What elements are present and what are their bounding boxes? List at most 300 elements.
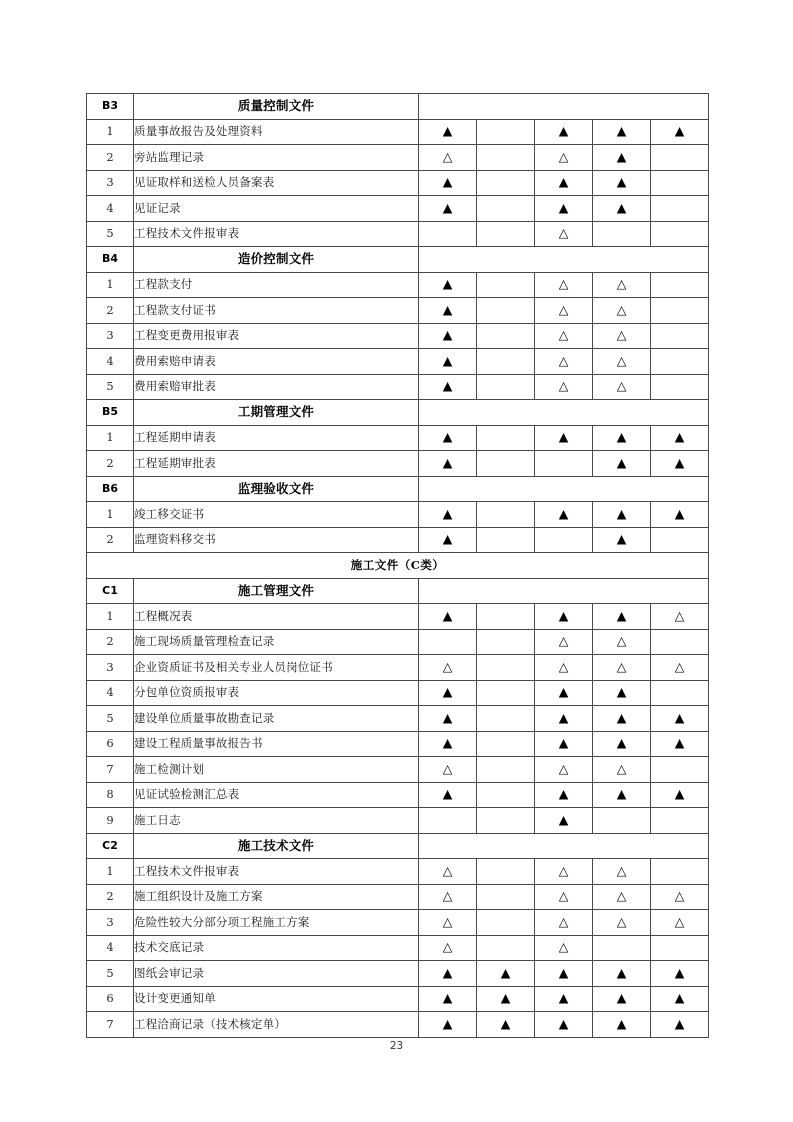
mark-cell <box>651 706 709 732</box>
mark-cell <box>593 808 651 834</box>
mark-cell <box>419 170 477 196</box>
mark-cell <box>477 808 535 834</box>
document-name: 竣工移交证书 <box>134 502 419 528</box>
filled-triangle-icon: ▲ <box>616 531 627 547</box>
row-number: 5 <box>87 221 134 247</box>
document-name: 工程延期审批表 <box>134 451 419 477</box>
filled-triangle-icon: ▲ <box>442 607 453 623</box>
hollow-triangle-icon: △ <box>558 225 569 241</box>
row-number: 1 <box>87 502 134 528</box>
table-row <box>87 910 709 936</box>
mark-cell <box>535 935 593 961</box>
filled-triangle-icon: ▲ <box>616 148 627 164</box>
filled-triangle-icon: ▲ <box>674 505 685 521</box>
mark-cell <box>419 757 477 783</box>
row-number: 1 <box>87 604 134 630</box>
hollow-triangle-icon: △ <box>442 760 453 776</box>
mark-cell <box>593 986 651 1012</box>
filled-triangle-icon: ▲ <box>442 735 453 751</box>
mark-cell <box>651 655 709 681</box>
mark-cell <box>651 1012 709 1038</box>
document-name: 工程技术文件报审表 <box>134 859 419 885</box>
group-code: B3 <box>87 94 134 120</box>
filled-triangle-icon: ▲ <box>558 811 569 827</box>
hollow-triangle-icon: △ <box>558 301 569 317</box>
mark-cell <box>477 196 535 222</box>
mark-cell <box>593 782 651 808</box>
mark-cell <box>535 629 593 655</box>
mark-cell <box>477 655 535 681</box>
mark-cell <box>419 272 477 298</box>
filled-triangle-icon: ▲ <box>558 684 569 700</box>
row-number: 3 <box>87 655 134 681</box>
mark-cell <box>419 323 477 349</box>
filled-triangle-icon: ▲ <box>442 990 453 1006</box>
table-row <box>87 655 709 681</box>
row-number: 1 <box>87 119 134 145</box>
row-number: 1 <box>87 425 134 451</box>
hollow-triangle-icon: △ <box>616 658 627 674</box>
mark-cell <box>535 884 593 910</box>
filled-triangle-icon: ▲ <box>500 964 511 980</box>
mark-cell <box>477 1012 535 1038</box>
mark-cell <box>419 349 477 375</box>
mark-cell <box>419 119 477 145</box>
filled-triangle-icon: ▲ <box>442 378 453 394</box>
table-row <box>87 884 709 910</box>
filled-triangle-icon: ▲ <box>442 786 453 802</box>
row-number: 2 <box>87 527 134 553</box>
filled-triangle-icon: ▲ <box>558 607 569 623</box>
hollow-triangle-icon: △ <box>558 862 569 878</box>
hollow-triangle-icon: △ <box>442 862 453 878</box>
group-header-row <box>87 94 709 120</box>
hollow-triangle-icon: △ <box>558 633 569 649</box>
group-header-blank <box>419 578 709 604</box>
mark-cell <box>535 757 593 783</box>
mark-cell <box>593 272 651 298</box>
mark-cell <box>535 170 593 196</box>
row-number: 6 <box>87 986 134 1012</box>
mark-cell <box>651 374 709 400</box>
filled-triangle-icon: ▲ <box>616 990 627 1006</box>
row-number: 6 <box>87 731 134 757</box>
mark-cell <box>651 961 709 987</box>
mark-cell <box>535 425 593 451</box>
hollow-triangle-icon: △ <box>616 862 627 878</box>
hollow-triangle-icon: △ <box>558 378 569 394</box>
hollow-triangle-icon: △ <box>616 760 627 776</box>
document-name: 建设单位质量事故勘查记录 <box>134 706 419 732</box>
table-row <box>87 145 709 171</box>
mark-cell <box>651 986 709 1012</box>
group-title: 工期管理文件 <box>134 400 419 426</box>
filled-triangle-icon: ▲ <box>442 429 453 445</box>
filled-triangle-icon: ▲ <box>616 123 627 139</box>
hollow-triangle-icon: △ <box>442 888 453 904</box>
mark-cell <box>535 527 593 553</box>
mark-cell <box>651 451 709 477</box>
mark-cell <box>651 680 709 706</box>
mark-cell <box>651 731 709 757</box>
document-name: 见证试验检测汇总表 <box>134 782 419 808</box>
mark-cell <box>535 731 593 757</box>
mark-cell <box>535 196 593 222</box>
row-number: 2 <box>87 145 134 171</box>
group-title: 造价控制文件 <box>134 247 419 273</box>
filled-triangle-icon: ▲ <box>674 429 685 445</box>
group-code: C2 <box>87 833 134 859</box>
table-row <box>87 298 709 324</box>
filled-triangle-icon: ▲ <box>616 786 627 802</box>
document-name: 工程技术文件报审表 <box>134 221 419 247</box>
mark-cell <box>593 374 651 400</box>
row-number: 9 <box>87 808 134 834</box>
filled-triangle-icon: ▲ <box>558 505 569 521</box>
mark-cell <box>593 731 651 757</box>
mark-cell <box>593 527 651 553</box>
filled-triangle-icon: ▲ <box>500 1015 511 1031</box>
mark-cell <box>419 859 477 885</box>
hollow-triangle-icon: △ <box>558 913 569 929</box>
mark-cell <box>651 757 709 783</box>
mark-cell <box>593 221 651 247</box>
mark-cell <box>651 349 709 375</box>
mark-cell <box>477 425 535 451</box>
row-number: 5 <box>87 706 134 732</box>
row-number: 2 <box>87 629 134 655</box>
mark-cell <box>593 1012 651 1038</box>
document-name: 施工日志 <box>134 808 419 834</box>
filled-triangle-icon: ▲ <box>442 174 453 190</box>
filled-triangle-icon: ▲ <box>442 1015 453 1031</box>
group-code: B6 <box>87 476 134 502</box>
filled-triangle-icon: ▲ <box>500 990 511 1006</box>
filled-triangle-icon: ▲ <box>558 174 569 190</box>
mark-cell <box>651 629 709 655</box>
mark-cell <box>593 298 651 324</box>
filled-triangle-icon: ▲ <box>558 709 569 725</box>
mark-cell <box>419 910 477 936</box>
mark-cell <box>535 706 593 732</box>
filled-triangle-icon: ▲ <box>442 964 453 980</box>
hollow-triangle-icon: △ <box>616 352 627 368</box>
mark-cell <box>593 859 651 885</box>
table-row <box>87 119 709 145</box>
filled-triangle-icon: ▲ <box>674 735 685 751</box>
mark-cell <box>477 349 535 375</box>
document-name: 建设工程质量事故报告书 <box>134 731 419 757</box>
filled-triangle-icon: ▲ <box>558 123 569 139</box>
mark-cell <box>593 706 651 732</box>
mark-cell <box>419 1012 477 1038</box>
group-header-row <box>87 833 709 859</box>
section-banner: 施工文件（C类） <box>87 553 709 579</box>
table-row <box>87 757 709 783</box>
filled-triangle-icon: ▲ <box>442 684 453 700</box>
mark-cell <box>651 272 709 298</box>
filled-triangle-icon: ▲ <box>442 276 453 292</box>
mark-cell <box>477 706 535 732</box>
group-header-blank <box>419 94 709 120</box>
mark-cell <box>477 145 535 171</box>
mark-cell <box>593 884 651 910</box>
group-code: B4 <box>87 247 134 273</box>
mark-cell <box>477 629 535 655</box>
mark-cell <box>651 604 709 630</box>
mark-cell <box>593 451 651 477</box>
filled-triangle-icon: ▲ <box>558 429 569 445</box>
hollow-triangle-icon: △ <box>442 658 453 674</box>
hollow-triangle-icon: △ <box>442 913 453 929</box>
mark-cell <box>477 451 535 477</box>
document-name: 危险性较大分部分项工程施工方案 <box>134 910 419 936</box>
filled-triangle-icon: ▲ <box>674 709 685 725</box>
group-header-row <box>87 578 709 604</box>
section-banner-row <box>87 553 709 579</box>
filled-triangle-icon: ▲ <box>442 531 453 547</box>
table-row <box>87 272 709 298</box>
mark-cell <box>419 731 477 757</box>
filled-triangle-icon: ▲ <box>674 990 685 1006</box>
document-name: 施工检测计划 <box>134 757 419 783</box>
group-title: 施工技术文件 <box>134 833 419 859</box>
row-number: 4 <box>87 196 134 222</box>
hollow-triangle-icon: △ <box>616 276 627 292</box>
mark-cell <box>535 986 593 1012</box>
table-row <box>87 935 709 961</box>
document-name: 质量事故报告及处理资料 <box>134 119 419 145</box>
mark-cell <box>651 323 709 349</box>
mark-cell <box>477 884 535 910</box>
group-header-row <box>87 247 709 273</box>
filled-triangle-icon: ▲ <box>558 964 569 980</box>
document-name: 工程变更费用报审表 <box>134 323 419 349</box>
hollow-triangle-icon: △ <box>558 760 569 776</box>
filled-triangle-icon: ▲ <box>616 709 627 725</box>
mark-cell <box>535 349 593 375</box>
row-number: 7 <box>87 757 134 783</box>
mark-cell <box>419 145 477 171</box>
mark-cell <box>593 349 651 375</box>
filled-triangle-icon: ▲ <box>674 786 685 802</box>
table-row <box>87 502 709 528</box>
mark-cell <box>477 527 535 553</box>
mark-cell <box>419 298 477 324</box>
mark-cell <box>651 425 709 451</box>
mark-cell <box>477 119 535 145</box>
hollow-triangle-icon: △ <box>558 888 569 904</box>
hollow-triangle-icon: △ <box>674 658 685 674</box>
mark-cell <box>535 910 593 936</box>
hollow-triangle-icon: △ <box>558 276 569 292</box>
filled-triangle-icon: ▲ <box>616 199 627 215</box>
mark-cell <box>535 961 593 987</box>
mark-cell <box>593 323 651 349</box>
archive-documents-table <box>86 93 709 1038</box>
filled-triangle-icon: ▲ <box>442 199 453 215</box>
table-row <box>87 629 709 655</box>
hollow-triangle-icon: △ <box>558 939 569 955</box>
hollow-triangle-icon: △ <box>558 658 569 674</box>
mark-cell <box>419 425 477 451</box>
filled-triangle-icon: ▲ <box>674 123 685 139</box>
mark-cell <box>419 884 477 910</box>
mark-cell <box>651 884 709 910</box>
document-name: 工程洽商记录（技术核定单） <box>134 1012 419 1038</box>
mark-cell <box>651 527 709 553</box>
mark-cell <box>593 196 651 222</box>
mark-cell <box>535 604 593 630</box>
mark-cell <box>419 961 477 987</box>
filled-triangle-icon: ▲ <box>442 327 453 343</box>
document-name: 旁站监理记录 <box>134 145 419 171</box>
mark-cell <box>535 221 593 247</box>
mark-cell <box>535 808 593 834</box>
mark-cell <box>535 502 593 528</box>
table-row <box>87 706 709 732</box>
mark-cell <box>419 629 477 655</box>
mark-cell <box>593 119 651 145</box>
table-row <box>87 170 709 196</box>
filled-triangle-icon: ▲ <box>616 607 627 623</box>
document-name: 见证取样和送检人员备案表 <box>134 170 419 196</box>
group-code: C1 <box>87 578 134 604</box>
mark-cell <box>419 986 477 1012</box>
hollow-triangle-icon: △ <box>558 352 569 368</box>
table-row <box>87 1012 709 1038</box>
mark-cell <box>477 910 535 936</box>
mark-cell <box>593 910 651 936</box>
document-name: 施工现场质量管理检查记录 <box>134 629 419 655</box>
mark-cell <box>651 298 709 324</box>
hollow-triangle-icon: △ <box>616 301 627 317</box>
filled-triangle-icon: ▲ <box>558 786 569 802</box>
hollow-triangle-icon: △ <box>674 607 685 623</box>
document-name: 分包单位资质报审表 <box>134 680 419 706</box>
hollow-triangle-icon: △ <box>674 913 685 929</box>
table-row <box>87 680 709 706</box>
mark-cell <box>651 935 709 961</box>
document-name: 工程款支付证书 <box>134 298 419 324</box>
hollow-triangle-icon: △ <box>674 888 685 904</box>
hollow-triangle-icon: △ <box>558 327 569 343</box>
filled-triangle-icon: ▲ <box>616 429 627 445</box>
mark-cell <box>593 425 651 451</box>
mark-cell <box>419 706 477 732</box>
row-number: 4 <box>87 349 134 375</box>
group-title: 施工管理文件 <box>134 578 419 604</box>
table-row <box>87 425 709 451</box>
document-name: 企业资质证书及相关专业人员岗位证书 <box>134 655 419 681</box>
hollow-triangle-icon: △ <box>616 913 627 929</box>
row-number: 2 <box>87 884 134 910</box>
group-header-blank <box>419 833 709 859</box>
filled-triangle-icon: ▲ <box>558 199 569 215</box>
mark-cell <box>419 451 477 477</box>
mark-cell <box>477 604 535 630</box>
mark-cell <box>593 145 651 171</box>
mark-cell <box>477 986 535 1012</box>
document-name: 费用索赔申请表 <box>134 349 419 375</box>
group-header-row <box>87 476 709 502</box>
filled-triangle-icon: ▲ <box>674 454 685 470</box>
mark-cell <box>651 145 709 171</box>
mark-cell <box>419 604 477 630</box>
row-number: 5 <box>87 374 134 400</box>
mark-cell <box>593 170 651 196</box>
mark-cell <box>593 629 651 655</box>
table-row <box>87 782 709 808</box>
group-header-row <box>87 400 709 426</box>
filled-triangle-icon: ▲ <box>616 964 627 980</box>
table-row <box>87 808 709 834</box>
row-number: 1 <box>87 272 134 298</box>
mark-cell <box>419 374 477 400</box>
document-name: 工程款支付 <box>134 272 419 298</box>
mark-cell <box>593 757 651 783</box>
mark-cell <box>477 961 535 987</box>
filled-triangle-icon: ▲ <box>674 964 685 980</box>
filled-triangle-icon: ▲ <box>442 709 453 725</box>
mark-cell <box>593 935 651 961</box>
table-row <box>87 859 709 885</box>
mark-cell <box>593 961 651 987</box>
document-name: 设计变更通知单 <box>134 986 419 1012</box>
row-number: 8 <box>87 782 134 808</box>
row-number: 1 <box>87 859 134 885</box>
table-row <box>87 986 709 1012</box>
filled-triangle-icon: ▲ <box>442 454 453 470</box>
filled-triangle-icon: ▲ <box>616 684 627 700</box>
mark-cell <box>535 272 593 298</box>
mark-cell <box>535 374 593 400</box>
mark-cell <box>535 119 593 145</box>
mark-cell <box>477 782 535 808</box>
filled-triangle-icon: ▲ <box>558 990 569 1006</box>
group-header-blank <box>419 476 709 502</box>
table-row <box>87 349 709 375</box>
mark-cell <box>419 221 477 247</box>
document-name: 费用索赔审批表 <box>134 374 419 400</box>
mark-cell <box>593 655 651 681</box>
mark-cell <box>477 859 535 885</box>
page-number: 23 <box>389 1040 404 1052</box>
filled-triangle-icon: ▲ <box>616 454 627 470</box>
mark-cell <box>535 680 593 706</box>
mark-cell <box>535 859 593 885</box>
mark-cell <box>651 808 709 834</box>
mark-cell <box>419 935 477 961</box>
group-header-blank <box>419 247 709 273</box>
document-name: 图纸会审记录 <box>134 961 419 987</box>
table-row <box>87 196 709 222</box>
mark-cell <box>651 910 709 936</box>
row-number: 4 <box>87 935 134 961</box>
row-number: 7 <box>87 1012 134 1038</box>
filled-triangle-icon: ▲ <box>616 1015 627 1031</box>
row-number: 3 <box>87 323 134 349</box>
document-name: 技术交底记录 <box>134 935 419 961</box>
mark-cell <box>593 680 651 706</box>
filled-triangle-icon: ▲ <box>616 735 627 751</box>
table-row <box>87 731 709 757</box>
mark-cell <box>535 655 593 681</box>
mark-cell <box>477 680 535 706</box>
row-number: 3 <box>87 170 134 196</box>
mark-cell <box>651 221 709 247</box>
mark-cell <box>477 272 535 298</box>
